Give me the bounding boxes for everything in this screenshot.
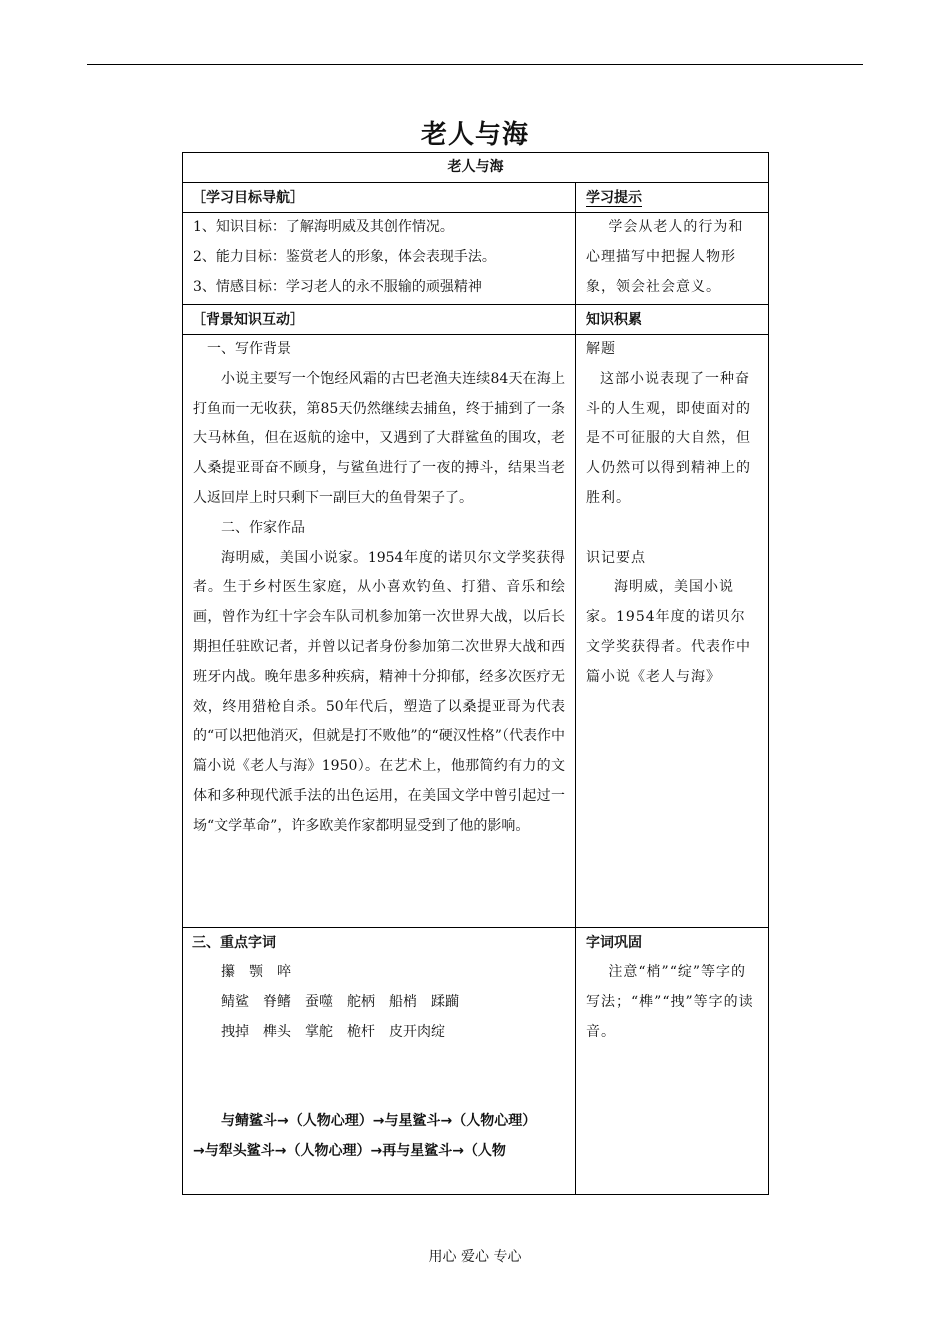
- author-works-heading: 二、作家作品: [221, 519, 305, 536]
- learning-tips-header: [586, 183, 642, 213]
- vocab-line: 攥 颚 啐: [221, 964, 291, 980]
- table-caption: 老人与海: [447, 159, 504, 175]
- jieti-text: 这部小说表现了一种奋斗的人生观，即使面对的是不可征服的大自然，但人仍然可以得到精神上的胜利。: [586, 370, 751, 506]
- writing-background-text: 小说主要写一个饱经风霜的古巴老渔夫连续84天在海上打鱼而一无收获，第85天仍然继续去捕鱼，终于捕到了一条大马林鱼，但在返航的途中，又遇到了大群鲨鱼的围攻，老人桑提亚哥奋不顾身，与鲨鱼进行了一夜的搏斗，结果当老人返回岸上时只剩下一副巨大的鱼骨架子了。: [193, 370, 565, 506]
- plot-flow: [193, 1107, 565, 1167]
- spacer: [586, 514, 758, 544]
- learning-tip-text: [586, 213, 758, 302]
- document-title: 老人与海: [420, 120, 529, 150]
- background-content: [193, 335, 565, 842]
- learning-goals-list: [193, 213, 565, 302]
- goal-item: 2、能力目标：鉴赏老人的形象，体会表现手法。: [193, 248, 496, 265]
- vocab-line: 鲭鲨 脊鳍 蚕噬 舵柄 船梢 蹂躏: [221, 993, 459, 1010]
- author-works-text: 海明威，美国小说家。1954年度的诺贝尔文学奖获得者。生于乡村医生家庭，从小喜欢钓鱼、打猎、音乐和绘画，曾作为红十字会车队司机参加第一次世界大战，以后长期担任驻欧记者，并曾以记者身份参加第二次世界大战和西班牙内战。晚年患多种疾病，精神十分抑郁，经多次医疗无效，终用猎枪自杀。50年代后，塑造了以桑提亚哥为代表的“可以把他消灭，但就是打不败他”的“硬汉性格”（代表作中篇小说《老人与海》1950）。在艺术上，他那简约有力的文体和多种现代派手法的出色运用，在美国文学中曾引起过一场“文学革命”，许多欧美作家都明显受到了他的影响。: [193, 549, 565, 834]
- goal-item: 3、情感目标：学习老人的永不服输的顽强精神: [193, 278, 482, 295]
- column-divider: [575, 182, 576, 1195]
- word-consolidation-paragraph: 注意“梢”“绽”等字的写法；“榫”“拽”等字的读音。: [586, 964, 754, 1040]
- background-header: ［背景知识互动］: [192, 312, 304, 328]
- writing-background-heading: 一、写作背景: [207, 341, 291, 357]
- vocab-line: 拽掉 榫头 掌舵 桅杆 皮开肉绽: [221, 1023, 445, 1040]
- key-points-text: 海明威，美国小说家。1954年度的诺贝尔文学奖获得者。代表作中篇小说《老人与海》: [586, 579, 751, 685]
- knowledge-header: 知识积累: [586, 312, 642, 328]
- header-rule: [87, 64, 863, 65]
- learning-goals-header: ［学习目标导航］: [192, 190, 304, 206]
- key-points-label: 识记要点: [586, 549, 646, 566]
- learning-tip-paragraph: 学会从老人的行为和心理描写中把握人物形象，领会社会意义。: [586, 219, 744, 295]
- knowledge-content: [586, 335, 758, 693]
- jieti-label: 解题: [586, 341, 616, 357]
- key-words-header: 三、重点字词: [192, 935, 276, 951]
- plot-flow-line: →与犁头鲨斗→（人物心理）→再与星鲨斗→（人物: [193, 1142, 506, 1159]
- goal-item: 1、知识目标：了解海明威及其创作情况。: [193, 219, 454, 235]
- word-consolidation-header: 字词巩固: [586, 935, 642, 951]
- learning-tips-header-text: 学习提示: [586, 190, 642, 206]
- key-words-list: [193, 958, 565, 1047]
- plot-flow-line: 与鲭鲨斗→（人物心理）→与星鲨斗→（人物心理）: [221, 1113, 537, 1129]
- page-footer: 用心 爱心 专心: [428, 1249, 522, 1265]
- word-consolidation-text: [586, 958, 758, 1047]
